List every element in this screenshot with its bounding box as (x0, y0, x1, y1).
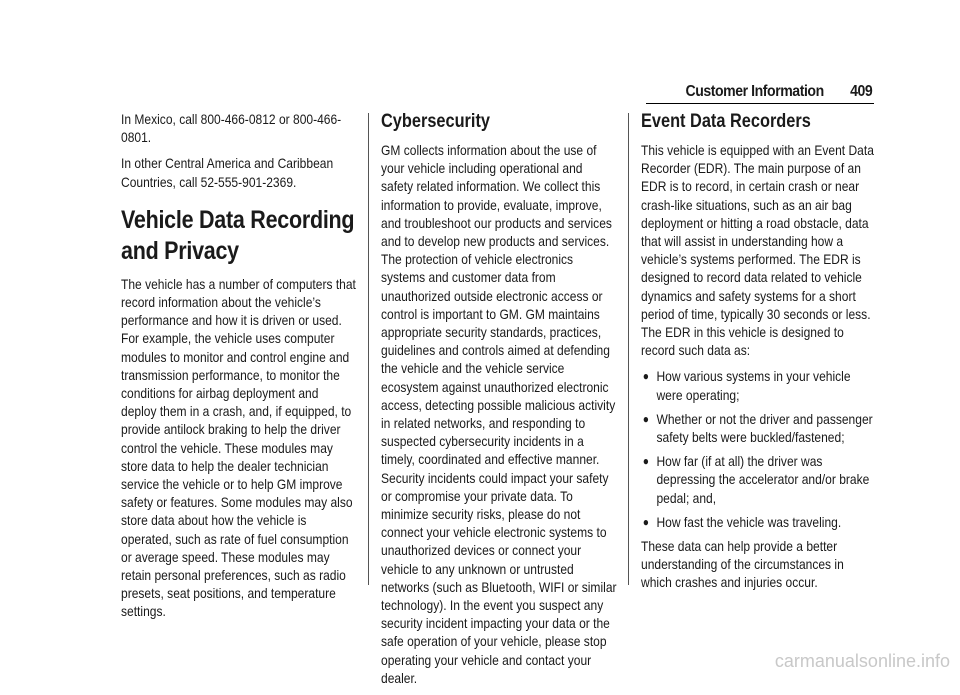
cybersecurity-paragraph: GM collects information about the use of your vehicle including operational and safety related information. We collect this information to provide, evaluate, improve, and troubleshoot our products and services and to develop new products and services. The protection of vehicle electronics systems and customer data from unauthorized outside electronic access or control is important to GM. GM maintains appropriate security standards, practices, guidelines and controls aimed at defending the vehicle and the vehicle service ecosystem against unauthorized electronic access, detecting possible malicious activity in related networks, and responding to suspected cybersecurity incidents in a timely, coordinated and effective manner. Security incidents could impact your safety or compromise your private data. To minimize security risks, please do not connect your vehicle electronic systems to unauthorized devices or connect your vehicle to any unknown or untrusted networks (such as Bluetooth, WIFI or similar technology). In the event you suspect any security incident impacting your data or the safe operation of your vehicle, please stop operating your vehicle and contact your dealer. (381, 142, 617, 686)
caribbean-phone-paragraph: In other Central America and Caribbean Countries, call 52-555-901-2369. (121, 155, 334, 190)
edr-closing-paragraph: These data can help provide a better understanding of the circumstances in which crashes and injuries occur. (641, 538, 844, 591)
vehicle-data-heading: Vehicle Data Recording and Privacy (121, 205, 355, 265)
column-left (121, 110, 357, 629)
column-divider-1 (368, 113, 369, 585)
bullet-icon: ● (642, 369, 649, 384)
page-header (685, 83, 872, 101)
header-rule (646, 103, 874, 104)
column-right (641, 110, 877, 600)
list-item-text: How far (if at all) the driver was depressing the accelerator and/or brake pedal; and, (656, 453, 870, 506)
vehicle-data-paragraph: The vehicle has a number of computers that record information about the vehicle’s performance and how it is driven or used. For example, the vehicle uses computer modules to monitor and control engine and transmission performance, to monitor the conditions for airbag deployment and deploy them in a crash, and, if equipped, to provide antilock braking to help the driver control the vehicle. These modules may store data to help the dealer technician service the vehicle or to help GM improve safety or features. Some modules may also store data about how the vehicle is operated, such as rate of fuel consumption or average speed. These modules may retain personal preferences, such as radio presets, seat positions, and temperature settings. (121, 275, 356, 620)
column-divider-2 (628, 113, 629, 585)
bullet-icon: ● (642, 454, 649, 469)
header-section-title: Customer Information (685, 83, 824, 100)
header-page-number: 409 (849, 83, 872, 100)
edr-heading: Event Data Recorders (641, 111, 811, 132)
bullet-icon: ● (642, 411, 649, 426)
bullet-icon: ● (642, 514, 649, 529)
watermark: carmanualsonline.info (774, 651, 950, 671)
cybersecurity-heading: Cybersecurity (381, 111, 490, 132)
list-item (641, 513, 877, 531)
column-middle (381, 110, 617, 695)
list-item-text: How fast the vehicle was traveling. (656, 513, 842, 530)
list-item (641, 367, 877, 403)
list-item (641, 410, 877, 446)
list-item-text: How various systems in your vehicle were operating; (656, 368, 851, 403)
edr-data-list (641, 367, 877, 531)
list-item-text: Whether or not the driver and passenger safety belts were buckled/fastened; (656, 410, 873, 446)
list-item (641, 452, 877, 507)
mexico-phone-paragraph: In Mexico, call 800-466-0812 or 800-466-0801. (121, 111, 342, 146)
edr-paragraph: This vehicle is equipped with an Event Data Recorder (EDR). The main purpose of an EDR is to record, in certain crash or near crash-like situations, such as an air bag deployment or hitting a road obstacle, data that will assist in understanding how a vehicle’s systems performed. The EDR is designed to record data related to vehicle dynamics and safety systems for a short period of time, typically 30 seconds or less. The EDR in this vehicle is designed to record such data as: (641, 142, 874, 359)
